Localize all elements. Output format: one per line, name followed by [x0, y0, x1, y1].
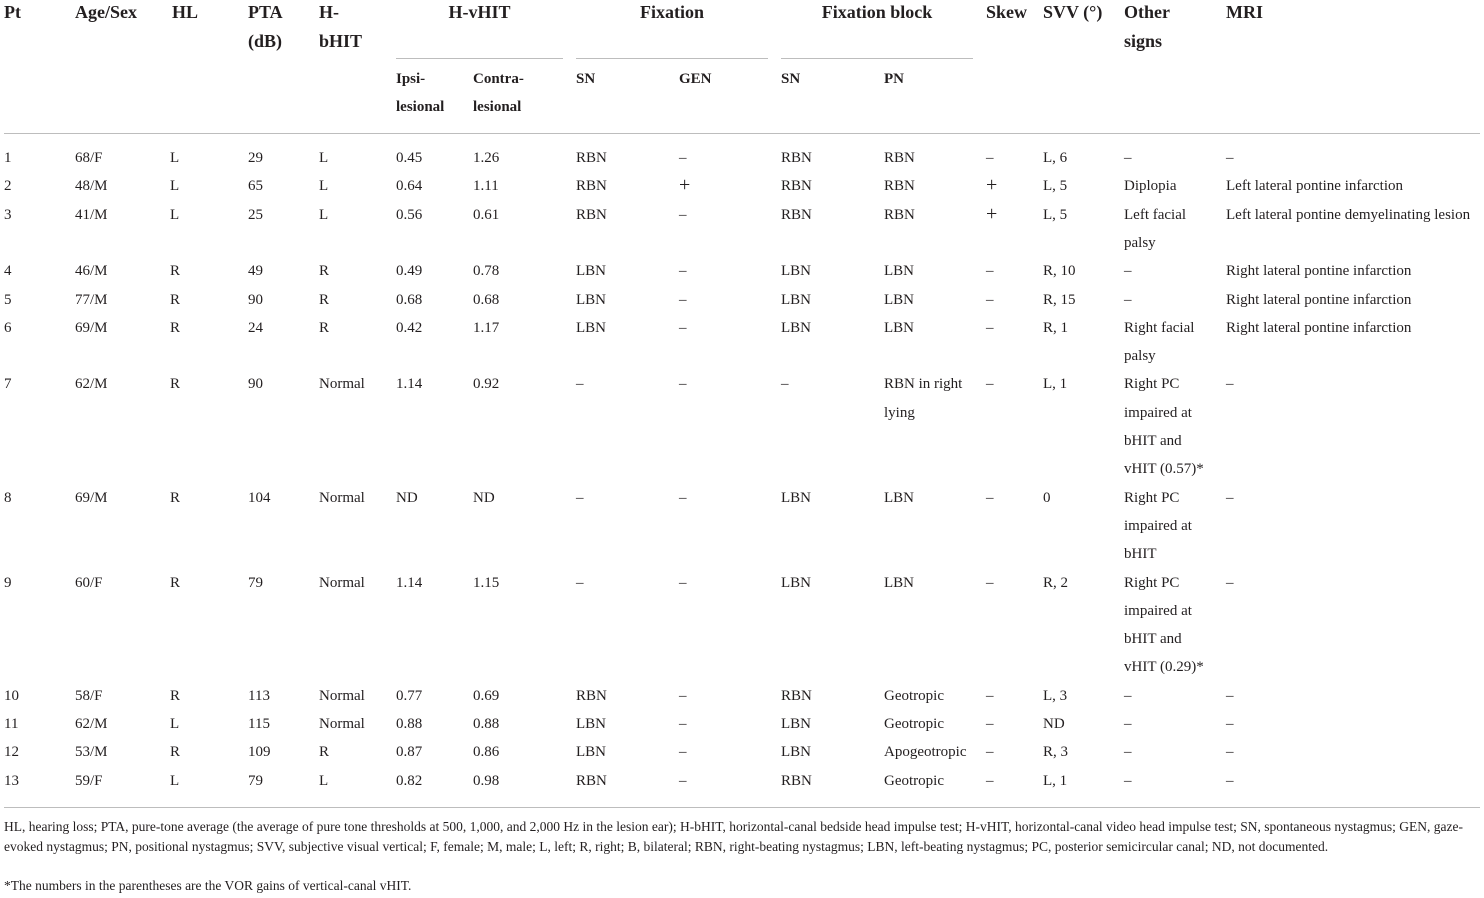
cell-pt: 9 — [4, 574, 12, 591]
header-other-signs-line1: Other — [1124, 2, 1170, 22]
cell-line: impaired at — [1124, 517, 1192, 534]
header-mri: MRI — [1226, 2, 1263, 22]
footnote-abbreviations: HL, hearing loss; PTA, pure-tone average (the average of pure tone thresholds at 500, 1,000, and 2,000 Hz in the lesion ear); H-bHIT, horizontal-canal bedside head impulse test; H-vHIT, horizontal-canal video head impulse test; SN, spontaneous nystagmus; GEN, gaze-evoked nystagmus; PN, positional nystagmus; SVV, subjective visual vertical; F, female; M, male; L, left; R, right; B, bilateral; RBN, right-beating nystagmus; LBN, left-beating nystagmus; PC, posterior semicircular canal; ND, not documented. — [4, 819, 1463, 854]
cell-svv: L, 5 — [1043, 206, 1068, 223]
header-hvhit: H-vHIT — [448, 2, 511, 22]
cell-line: Left facial — [1124, 206, 1187, 223]
cell-age-sex: 48/M — [75, 178, 108, 195]
cell-pta: 49 — [248, 263, 263, 280]
cell-pta: 90 — [248, 376, 263, 393]
cell-ipsi: 1.14 — [396, 376, 423, 393]
cell-line: LBN — [884, 291, 914, 308]
cell-pn — [884, 569, 914, 597]
cell-pt: 8 — [4, 489, 12, 506]
header-hbhit — [319, 0, 362, 56]
cell-hl: L — [170, 716, 180, 732]
header-other-signs-line2: signs — [1124, 31, 1163, 51]
cell-sn: – — [576, 376, 584, 393]
cell-pn — [884, 144, 915, 172]
cell-pt: 3 — [4, 206, 12, 223]
cell-mri: – — [1226, 772, 1234, 789]
cell-contra: 1.17 — [473, 319, 500, 336]
header-hbhit-line1: H- — [319, 2, 339, 22]
cell-mri: – — [1226, 744, 1234, 761]
cell-hbhit: Normal — [319, 376, 365, 393]
cell-gen: – — [679, 263, 687, 280]
cell-sn: LBN — [576, 319, 606, 336]
cell-ipsi: 0.82 — [396, 772, 423, 789]
cell-contra: 0.86 — [473, 744, 500, 761]
cell-mri: Left lateral pontine infarction — [1226, 178, 1404, 195]
cell-ipsi: 0.88 — [396, 716, 423, 732]
subheader-ipsi — [396, 65, 444, 121]
cell-contra: 1.26 — [473, 150, 500, 166]
cell-svv: ND — [1043, 716, 1065, 732]
cell-pt: 7 — [4, 376, 12, 393]
cell-bsn: LBN — [781, 716, 811, 732]
cell-sn: LBN — [576, 716, 606, 732]
cell-hbhit: L — [319, 206, 329, 223]
cell-bsn: RBN — [781, 206, 812, 223]
header-pt: Pt — [4, 2, 21, 22]
cell-age-sex: 60/F — [75, 574, 103, 591]
cell-hbhit: R — [319, 319, 330, 336]
header-pta-line1: PTA — [248, 2, 283, 22]
cell-line: Right PC — [1124, 376, 1180, 393]
cell-gen: – — [679, 772, 687, 789]
header-fixation-block: Fixation block — [821, 2, 933, 22]
cell-age-sex: 53/M — [75, 744, 108, 761]
cell-line: impaired at — [1124, 602, 1192, 619]
header-other-signs — [1124, 0, 1170, 56]
cell-bsn: RBN — [781, 178, 812, 195]
cell-sn: LBN — [576, 263, 606, 280]
cell-pta: 109 — [248, 744, 271, 761]
cell-skew: – — [986, 772, 994, 789]
cell-skew: – — [986, 150, 994, 166]
cell-sn: RBN — [576, 150, 607, 166]
cell-skew: – — [986, 319, 994, 336]
cell-hl: R — [170, 489, 181, 506]
cell-line: – — [1124, 772, 1132, 789]
cell-contra: 0.78 — [473, 263, 500, 280]
cell-pt: 5 — [4, 291, 12, 308]
cell-gen: – — [679, 489, 687, 506]
cell-age-sex: 46/M — [75, 263, 108, 280]
cell-line: Right PC — [1124, 574, 1180, 591]
cell-svv: R, 3 — [1043, 744, 1069, 761]
cell-skew: – — [986, 687, 994, 704]
cell-pt: 1 — [4, 150, 12, 166]
cell-line: RBN — [884, 178, 915, 195]
cell-skew: + — [986, 202, 998, 225]
cell-other — [1124, 314, 1194, 371]
cell-line: bHIT and — [1124, 432, 1182, 449]
cell-line: – — [1124, 263, 1132, 280]
cell-other — [1124, 738, 1132, 766]
cell-hbhit: R — [319, 744, 330, 761]
cell-mri: – — [1226, 150, 1234, 166]
cell-pn — [884, 172, 915, 200]
cell-gen: – — [679, 687, 687, 704]
header-bottom-rule — [4, 133, 1480, 134]
cell-hl: R — [170, 376, 181, 393]
cell-svv: L, 3 — [1043, 687, 1068, 704]
cell-sn: – — [576, 574, 584, 591]
cell-pn — [884, 710, 944, 738]
subheader-block-pn: PN — [884, 71, 904, 87]
cell-bsn: LBN — [781, 574, 811, 591]
cell-line: – — [1124, 291, 1132, 308]
cell-mri: – — [1226, 376, 1234, 393]
cell-bsn: RBN — [781, 772, 812, 789]
cell-svv: R, 1 — [1043, 319, 1069, 336]
cell-age-sex: 68/F — [75, 150, 103, 166]
cell-line: LBN — [884, 489, 914, 506]
cell-skew: – — [986, 263, 994, 280]
header-svv: SVV (°) — [1043, 2, 1103, 22]
cell-line: Geotropic — [884, 772, 944, 789]
cell-line: vHIT (0.29)* — [1124, 659, 1204, 676]
cell-hbhit: Normal — [319, 489, 365, 506]
cell-gen: – — [679, 291, 687, 308]
cell-bsn: LBN — [781, 744, 811, 761]
cell-other — [1124, 172, 1177, 200]
cell-line: vHIT (0.57)* — [1124, 461, 1204, 478]
subheader-block-sn: SN — [781, 71, 801, 87]
cell-svv: R, 2 — [1043, 574, 1069, 591]
cell-hl: L — [170, 206, 180, 223]
cell-line: LBN — [884, 263, 914, 280]
cell-pn — [884, 370, 962, 427]
cell-bsn: RBN — [781, 687, 812, 704]
cell-hl: L — [170, 772, 180, 789]
cell-bsn: – — [781, 376, 789, 393]
cell-mri: – — [1226, 574, 1234, 591]
cell-ipsi: 0.45 — [396, 150, 423, 166]
cell-pt: 11 — [4, 716, 19, 732]
cell-svv: L, 1 — [1043, 772, 1068, 789]
cell-line: RBN — [884, 206, 915, 223]
cell-contra: 0.92 — [473, 376, 500, 393]
cell-ipsi: 0.87 — [396, 744, 423, 761]
cell-line: RBN — [884, 150, 915, 166]
cell-pta: 29 — [248, 150, 263, 166]
cell-pn — [884, 314, 914, 342]
cell-pt: 2 — [4, 178, 12, 195]
cell-hbhit: L — [319, 772, 329, 789]
cell-ipsi: 0.56 — [396, 206, 423, 223]
cell-ipsi: 0.49 — [396, 263, 423, 280]
cell-line: bHIT — [1124, 546, 1157, 563]
cell-sn: RBN — [576, 687, 607, 704]
cell-bsn: LBN — [781, 263, 811, 280]
cell-pn — [884, 738, 966, 766]
cell-skew: – — [986, 489, 994, 506]
cell-gen: + — [679, 174, 691, 197]
cell-hl: R — [170, 263, 181, 280]
cell-hl: R — [170, 687, 181, 704]
cell-svv: 0 — [1043, 489, 1051, 506]
cell-hbhit: Normal — [319, 716, 365, 732]
cell-gen: – — [679, 716, 687, 732]
subheader-fixation-sn: SN — [576, 71, 596, 87]
cell-pn — [884, 257, 914, 285]
cell-hbhit: Normal — [319, 574, 365, 591]
cell-pn — [884, 484, 914, 512]
cell-line: Apogeotropic — [884, 744, 967, 761]
cell-svv: L, 1 — [1043, 376, 1068, 393]
cell-pta: 113 — [248, 687, 270, 704]
cell-svv: L, 5 — [1043, 178, 1068, 195]
cell-gen: – — [679, 376, 687, 393]
table-bottom-rule — [4, 807, 1480, 808]
footnote-asterisk: *The numbers in the parentheses are the VOR gains of vertical-canal vHIT. — [4, 878, 412, 893]
subheader-contra — [473, 65, 524, 121]
cell-pt: 13 — [4, 772, 19, 789]
cell-other — [1124, 767, 1132, 795]
cell-mri: – — [1226, 687, 1234, 704]
cell-other — [1124, 569, 1204, 682]
cell-pta: 79 — [248, 574, 263, 591]
cell-gen: – — [679, 206, 687, 223]
cell-hbhit: L — [319, 150, 329, 166]
cell-bsn: LBN — [781, 489, 811, 506]
cell-skew: – — [986, 716, 994, 732]
header-hl: HL — [172, 2, 199, 22]
cell-line: Right PC — [1124, 489, 1180, 506]
cell-hl: R — [170, 574, 181, 591]
cell-mri: – — [1226, 716, 1234, 732]
cell-line: RBN in right — [884, 376, 963, 393]
header-pta — [248, 0, 283, 56]
cell-ipsi: 0.77 — [396, 687, 423, 704]
cell-skew: – — [986, 291, 994, 308]
cell-gen: – — [679, 150, 687, 166]
cell-contra: 0.69 — [473, 687, 500, 704]
cell-line: Diplopia — [1124, 178, 1177, 195]
cell-line: lying — [884, 404, 915, 421]
cell-other — [1124, 370, 1204, 483]
cell-sn: RBN — [576, 772, 607, 789]
cell-svv: L, 6 — [1043, 150, 1068, 166]
cell-other — [1124, 710, 1132, 738]
cell-skew: – — [986, 574, 994, 591]
cell-other — [1124, 484, 1192, 569]
subheader-contra-line1: Contra- — [473, 71, 524, 87]
cell-sn: RBN — [576, 178, 607, 195]
cell-gen: – — [679, 744, 687, 761]
cell-contra: 1.11 — [473, 178, 499, 195]
cell-skew: – — [986, 376, 994, 393]
cell-hbhit: L — [319, 178, 329, 195]
cell-hbhit: R — [319, 291, 330, 308]
cell-pta: 90 — [248, 291, 263, 308]
cell-line: LBN — [884, 319, 914, 336]
cell-hl: L — [170, 150, 180, 166]
fixation-group-rule — [576, 58, 768, 59]
cell-svv: R, 15 — [1043, 291, 1076, 308]
cell-pta: 79 — [248, 772, 263, 789]
cell-age-sex: 69/M — [75, 319, 108, 336]
subheader-fixation-gen: GEN — [679, 71, 712, 87]
cell-mri: Right lateral pontine infarction — [1226, 263, 1412, 280]
cell-hl: R — [170, 291, 181, 308]
header-hbhit-line2: bHIT — [319, 31, 363, 51]
cell-line: – — [1124, 744, 1132, 761]
cell-age-sex: 69/M — [75, 489, 108, 506]
cell-pt: 6 — [4, 319, 12, 336]
cell-line: palsy — [1124, 234, 1156, 251]
fixation-block-group-rule — [781, 58, 973, 59]
cell-mri: Left lateral pontine demyelinating lesion — [1226, 206, 1471, 223]
cell-pt: 12 — [4, 744, 19, 761]
header-pta-line2: (dB) — [248, 31, 283, 51]
cell-contra: 0.61 — [473, 206, 500, 223]
cell-line: Right facial — [1124, 319, 1195, 336]
cell-ipsi: 0.64 — [396, 178, 423, 195]
header-age-sex: Age/Sex — [75, 2, 137, 22]
cell-line: – — [1124, 716, 1132, 732]
cell-contra: 1.15 — [473, 574, 500, 591]
hvhit-group-rule — [396, 58, 563, 59]
cell-ipsi: 1.14 — [396, 574, 423, 591]
cell-mri: Right lateral pontine infarction — [1226, 291, 1412, 308]
cell-pta: 24 — [248, 319, 263, 336]
cell-age-sex: 62/M — [75, 376, 108, 393]
cell-line: Geotropic — [884, 716, 944, 732]
cell-hbhit: R — [319, 263, 330, 280]
cell-sn: RBN — [576, 206, 607, 223]
cell-mri: – — [1226, 489, 1234, 506]
cell-other — [1124, 257, 1132, 285]
cell-gen: – — [679, 574, 687, 591]
cell-bsn: LBN — [781, 319, 811, 336]
cell-mri: Right lateral pontine infarction — [1226, 319, 1412, 336]
cell-other — [1124, 144, 1132, 172]
cell-pta: 115 — [248, 716, 270, 732]
cell-bsn: LBN — [781, 291, 811, 308]
cell-pn — [884, 286, 914, 314]
cell-line: bHIT and — [1124, 631, 1182, 648]
cell-age-sex: 58/F — [75, 687, 103, 704]
cell-line: – — [1124, 150, 1132, 166]
cell-skew: + — [986, 174, 998, 197]
cell-gen: – — [679, 319, 687, 336]
cell-age-sex: 59/F — [75, 772, 103, 789]
cell-skew: – — [986, 744, 994, 761]
subheader-contra-line2: lesional — [473, 99, 522, 115]
cell-age-sex: 77/M — [75, 291, 108, 308]
cell-pt: 4 — [4, 263, 12, 280]
cell-line: impaired at — [1124, 404, 1192, 421]
header-fixation: Fixation — [639, 2, 704, 22]
cell-pta: 65 — [248, 178, 263, 195]
header-skew: Skew — [986, 2, 1028, 22]
cell-contra: ND — [473, 489, 495, 506]
cell-other — [1124, 286, 1132, 314]
cell-pt: 10 — [4, 687, 19, 704]
subheader-ipsi-line2: lesional — [396, 99, 445, 115]
cell-other — [1124, 682, 1132, 710]
cell-ipsi: 0.68 — [396, 291, 423, 308]
subheader-ipsi-line1: Ipsi- — [396, 71, 426, 87]
cell-age-sex: 62/M — [75, 716, 108, 732]
cell-hl: L — [170, 178, 180, 195]
cell-line: Geotropic — [884, 687, 944, 704]
cell-sn: LBN — [576, 744, 606, 761]
cell-sn: – — [576, 489, 584, 506]
cell-pn — [884, 682, 944, 710]
cell-contra: 0.68 — [473, 291, 500, 308]
cell-line: – — [1124, 687, 1132, 704]
cell-bsn: RBN — [781, 150, 812, 166]
cell-hl: R — [170, 744, 181, 761]
cell-line: LBN — [884, 574, 914, 591]
cell-ipsi: 0.42 — [396, 319, 423, 336]
cell-ipsi: ND — [396, 489, 418, 506]
cell-line: palsy — [1124, 348, 1156, 365]
cell-pn — [884, 767, 944, 795]
cell-hbhit: Normal — [319, 687, 365, 704]
cell-svv: R, 10 — [1043, 263, 1076, 280]
cell-pn — [884, 201, 915, 229]
cell-pta: 104 — [248, 489, 271, 506]
cell-age-sex: 41/M — [75, 206, 108, 223]
cell-other — [1124, 201, 1186, 258]
cell-contra: 0.88 — [473, 716, 500, 732]
cell-sn: LBN — [576, 291, 606, 308]
cell-contra: 0.98 — [473, 772, 500, 789]
cell-pta: 25 — [248, 206, 263, 223]
cell-hl: R — [170, 319, 181, 336]
